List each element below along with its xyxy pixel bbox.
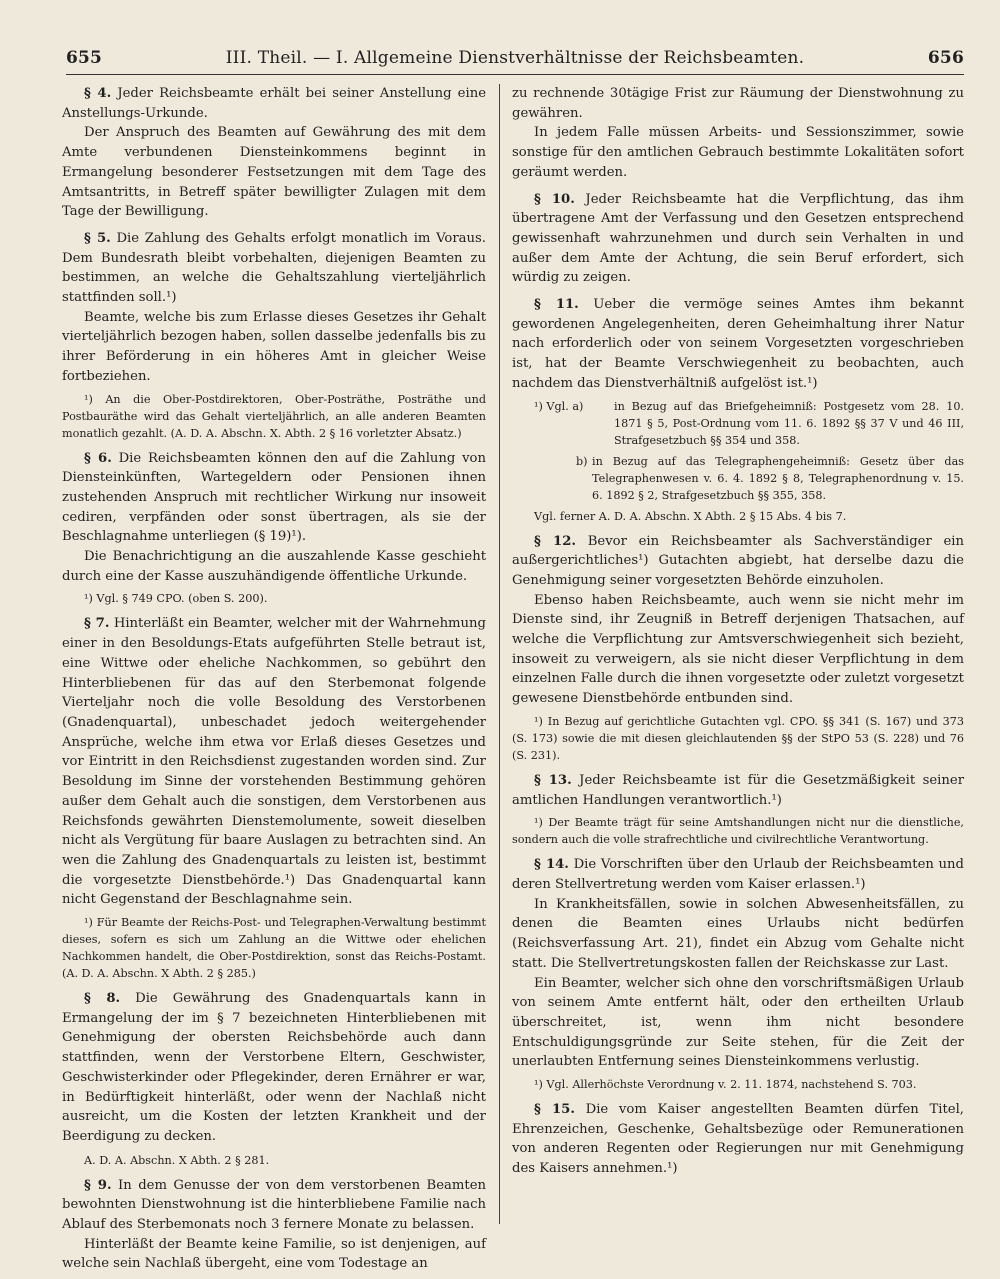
section-5-paragraph-2: Beamte, welche bis zum Erlasse dieses Gesetzes ihr Gehalt vierteljährlich bezogen haben, sollen dasselbe jedenfalls bis zu ihrer Beförderung in ein höheres Amt in gleicher Weise fortbeziehen.: [62, 309, 486, 384]
section-15-number: § 15.: [534, 1102, 575, 1118]
section-12-paragraph-2: Ebenso haben Reichsbeamte, auch wenn sie nicht mehr im Dienste sind, ihr Zeugniß in Betreff derjenigen Thatsachen, auf welche die Verpflichtung zur Amtsverschwiegenheit sich bezieht, insoweit zu verweigern, als sie nicht dieser Verpflichtung in dem einzelnen Falle durch die ihnen vorgesetzte oder zuletzt vorgesetzt gewesene Dienstbehörde entbunden sind.: [512, 592, 964, 707]
section-13-footnote: ¹) Der Beamte trägt für seine Amtshandlungen nicht nur die dienstliche, sondern auch die volle strafrechtliche und civilrechtliche Verantwortung.: [512, 816, 964, 847]
section-5-paragraph-1: § 5. Die Zahlung des Gehalts erfolgt monatlich im Voraus. Dem Bundesrath bleibt vorbehalten, diejenigen Beamten zu bestimmen, an welche die Gehaltszahlung vierteljährlich stattfinden soll.¹): [62, 230, 486, 306]
section-10-paragraph-1: § 10. Jeder Reichsbeamte hat die Verpflichtung, das ihm übertragene Amt der Verfassung und den Gesetzen entsprechend gewissenhaft wahrzunehmen und durch sein Verhalten in und außer dem Amte der Achtung, die sein Beruf erfordert, sich würdig zu zeigen.: [512, 191, 964, 286]
column-divider: [499, 84, 500, 1224]
section-11-footnote-c: Vgl. ferner A. D. A. Abschn. X Abth. 2 § 15 Abs. 4 bis 7.: [534, 509, 847, 523]
section-5-footnote: ¹) An die Ober-Postdirektoren, Ober-Posträthe, Posträthe und Postbauräthe wird das Gehalt vierteljährlich, an alle anderen Beamten monatlich gezahlt. (A. D. A. Abschn. X. Abth. 2 § 16 vorletzter Absatz.): [62, 392, 486, 440]
section-14-paragraph-1: § 14. Die Vorschriften über den Urlaub der Reichsbeamten und deren Stellvertretung werden vom Kaiser erlassen.¹): [512, 857, 964, 892]
left-column: [62, 84, 486, 1274]
running-title: III. Theil. — I. Allgemeine Dienstverhältnisse der Reichsbeamten.: [225, 48, 805, 68]
section-4-number: § 4.: [84, 86, 112, 101]
section-11-paragraph-1: § 11. Ueber die vermöge seines Amtes ihm bekannt gewordenen Angelegenheiten, deren Geheimhaltung ihrer Natur nach erforderlich oder von seinem Vorgesetzten vorgeschrieben ist, hat der Beamte Verschwiegenheit zu beobachten, auch nachdem das Dienstverhältniß aufgelöst ist.¹): [512, 297, 964, 391]
section-12-footnote: ¹) In Bezug auf gerichtliche Gutachten vgl. CPO. §§ 341 (S. 167) und 373 (S. 173) sowie die mit diesen gleichlautenden §§ der StPO 53 (S. 228) und 76 (S. 231).: [512, 714, 964, 762]
footnote-a-text: in Bezug auf das Briefgeheimniß: Postgesetz vom 28. 10. 1871 § 5, Post-Ordnung vom 11. 6. 1892 §§ 37 V und 46 III, Strafgesetzbuch §§ 354 und 358.: [614, 399, 964, 447]
footnote-b-text: in Bezug auf das Telegraphengeheimniß: Gesetz über das Telegraphenwesen v. 6. 4. 1892 § 8, Telegraphenordnung v. 15. 6. 1892 § 2, Strafgesetzbuch §§ 355, 358.: [592, 454, 964, 502]
section-13-paragraph-1: § 13. Jeder Reichsbeamte ist für die Gesetzmäßigkeit seiner amtlichen Handlungen verantwortlich.¹): [512, 772, 964, 808]
section-6-paragraph-2: Die Benachrichtigung an die auszahlende Kasse geschieht durch eine der Kasse auszuhändigende öffentliche Urkunde.: [62, 549, 486, 584]
page-number-right: 656: [927, 48, 964, 68]
section-8-number: § 8.: [84, 991, 121, 1007]
section-7-footnote: ¹) Für Beamte der Reichs-Post- und Telegraphen-Verwaltung bestimmt dieses, sofern es sich um Zahlung an die Wittwe oder ehelichen Nachkommen handelt, die Ober-Postdirektion, sonst das Reichs-Postamt. (A. D. A. Abschn. X Abth. 2 § 285.): [62, 916, 486, 981]
section-11-number: § 11.: [534, 297, 579, 313]
section-9-paragraph-3: In jedem Falle müssen Arbeits- und Sessionszimmer, sowie sonstige für den amtlichen Gebrauch bestimmte Lokalitäten sofort geräumt werden.: [512, 125, 964, 180]
section-11-footnote-a: [512, 398, 964, 449]
right-column: [512, 84, 964, 1179]
section-8-paragraph-1: § 8. Die Gewährung des Gnadenquartals kann in Ermangelung der im § 7 bezeichneten Hinterbliebenen mit Genehmigung der obersten Reichsbehörde auch dann stattfinden, wenn der Verstorbene Eltern, Geschwister, Geschwisterkinder oder Pflegekinder, deren Ernährer er war, in Bedürftigkeit hinterläßt, oder wenn der Nachlaß nicht ausreicht, um die Kosten der letzten Krankheit und der Beerdigung zu decken.: [62, 991, 486, 1144]
footnote-a-label: ¹) Vgl. a): [534, 399, 584, 413]
section-14-number: § 14.: [534, 857, 569, 873]
section-11-footnote-b: [512, 453, 964, 504]
section-14-footnote: ¹) Vgl. Allerhöchste Verordnung v. 2. 11. 1874, nachstehend S. 703.: [534, 1078, 917, 1092]
section-6-number: § 6.: [84, 450, 112, 466]
section-14-paragraph-2: In Krankheitsfällen, sowie in solchen Abwesenheitsfällen, zu denen die Beamten eines Urlaubs nicht bedürfen (Reichsverfassung Art. 21), findet ein Abzug vom Gehalte nicht statt. Die Stellvertretungskosten fallen der Reichskasse zur Last.: [512, 896, 964, 971]
section-13-number: § 13.: [534, 772, 572, 788]
section-10-number: § 10.: [534, 191, 575, 207]
section-9-paragraph-1: § 9. In dem Genusse der von dem verstorbenen Beamten bewohnten Dienstwohnung ist die hinterbliebene Familie nach Ablauf des Sterbemonats noch 3 fernere Monate zu belassen.: [62, 1177, 487, 1233]
section-4-paragraph-2: Der Anspruch des Beamten auf Gewährung des mit dem Amte verbundenen Diensteinkommens beginnt in Ermangelung besonderer Festsetzungen mit dem Tage des Amtsantritts, in Betreff später bewilligter Zulagen mit dem Tage der Bewilligung.: [62, 125, 486, 220]
footnote-b-label: b): [576, 454, 588, 468]
section-9-paragraph-2: Hinterläßt der Beamte keine Familie, so ist denjenigen, auf welche sein Nachlaß übergeht, eine vom Todestage an: [62, 1236, 486, 1272]
running-header: [66, 48, 964, 75]
section-9-continuation: zu rechnende 30tägige Frist zur Räumung der Dienstwohnung zu gewähren.: [512, 86, 964, 121]
section-6-footnote: ¹) Vgl. § 749 CPO. (oben S. 200).: [84, 592, 268, 606]
page-number-left: 655: [66, 48, 103, 68]
section-12-number: § 12.: [534, 533, 576, 549]
section-14-paragraph-3: Ein Beamter, welcher sich ohne den vorschriftsmäßigen Urlaub von seinem Amte entfernt hält, oder den ertheilten Urlaub überschreitet, ist, wenn ihm nicht besondere Entschuldigungsgründe zur Seite stehen, für die Zeit der unerlaubten Entfernung seines Diensteinkommens verlustig.: [512, 975, 964, 1070]
section-7-number: § 7.: [84, 616, 110, 632]
section-5-number: § 5.: [84, 230, 111, 246]
section-8-reference: A. D. A. Abschn. X Abth. 2 § 281.: [84, 1153, 270, 1167]
section-9-number: § 9.: [84, 1177, 112, 1193]
section-15-paragraph-1: § 15. Die vom Kaiser angestellten Beamten dürfen Titel, Ehrenzeichen, Geschenke, Gehaltsbezüge oder Remunerationen von anderen Regenten oder Regierungen nur mit Genehmigung des Kaisers annehmen.¹): [512, 1102, 964, 1177]
section-7-paragraph-1: § 7. Hinterläßt ein Beamter, welcher mit der Wahrnehmung einer in den Besoldungs-Etats aufgeführten Stelle betraut ist, eine Wittwe oder eheliche Nachkommen, so gebührt den Hinterbliebenen für das auf den Sterbemonat folgende Vierteljahr noch die volle Besoldung des Verstorbenen (Gnadenquartal), unbeschadet jedoch weitergehender Ansprüche, welche ihm etwa vor Erlaß dieses Gesetzes und vor Eintritt in den Reichsdienst zugestanden worden sind. Zur Besoldung im Sinne der vorstehenden Bestimmung gehören außer dem Gehalt auch die sonstigen, dem Verstorbenen aus Reichsfonds gewährten Dienstemolumente, soweit dieselben nicht als Vergütung für baare Auslagen zu betrachten sind. An wen die Zahlung des Gnadenquartals zu leisten ist, bestimmt die vorgesetzte Dienstbehörde.¹) Das Gnadenquartal kann nicht Gegenstand der Beschlagnahme sein.: [62, 616, 486, 908]
section-12-paragraph-1: § 12. Bevor ein Reichsbeamter als Sachverständiger ein außergerichtliches¹) Gutachten abgiebt, hat derselbe dazu die Genehmigung seiner vorgesetzten Behörde einzuholen.: [512, 533, 964, 588]
section-6-paragraph-1: § 6. Die Reichsbeamten können den auf die Zahlung von Diensteinkünften, Wartegeldern oder Pensionen ihnen zustehenden Anspruch mit rechtlicher Wirkung nur insoweit cediren, verpfänden oder sonst übertragen, als sie der Beschlagnahme unterliegen (§ 19)¹).: [62, 450, 486, 545]
section-4-paragraph-1: § 4. Jeder Reichsbeamte erhält bei seiner Anstellung eine Anstellungs-Urkunde.: [62, 86, 486, 121]
